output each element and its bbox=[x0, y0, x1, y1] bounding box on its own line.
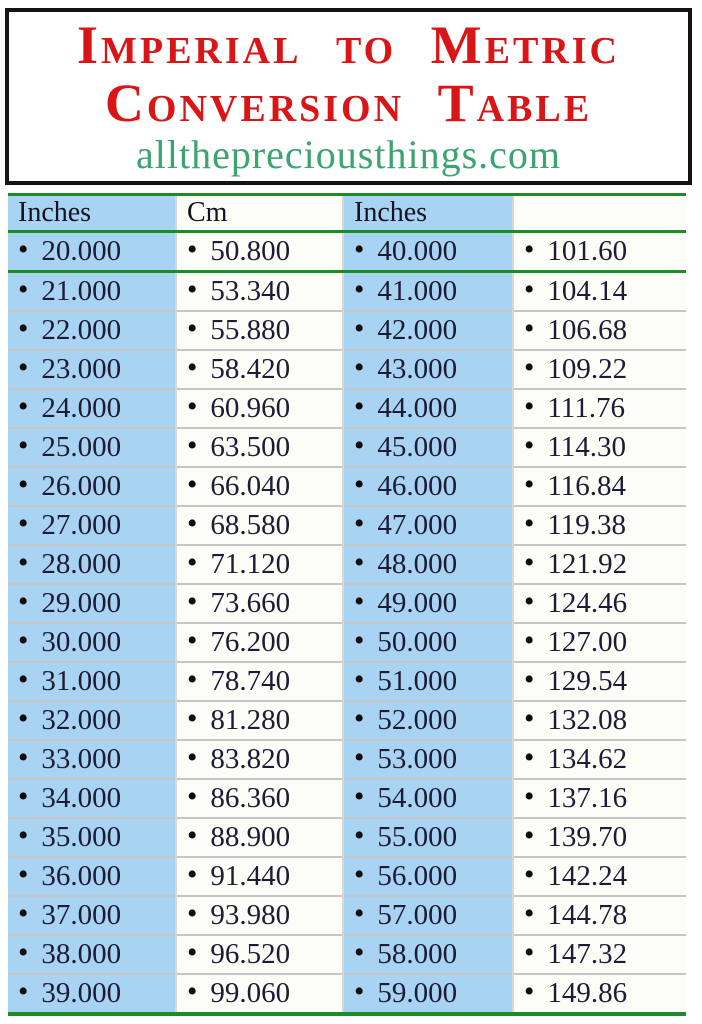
inches-right-cell bbox=[343, 662, 513, 701]
bullet-icon: • bbox=[354, 508, 365, 540]
cell-value: 30.000 bbox=[41, 626, 122, 658]
inches-left-cell bbox=[8, 896, 176, 935]
cell-value: 59.000 bbox=[377, 977, 458, 1009]
cell-value: 93.980 bbox=[210, 899, 291, 931]
cell-value: 28.000 bbox=[41, 548, 122, 580]
cm-left-cell bbox=[176, 350, 343, 389]
cm-right-cell bbox=[513, 740, 686, 779]
bullet-icon: • bbox=[187, 898, 198, 930]
cell-value: 58.420 bbox=[210, 353, 291, 385]
inches-right-cell bbox=[343, 818, 513, 857]
cell-value: 51.000 bbox=[377, 665, 458, 697]
inches-right-cell bbox=[343, 974, 513, 1014]
cell-value: 127.00 bbox=[547, 626, 628, 658]
bullet-icon: • bbox=[187, 430, 198, 462]
bullet-icon: • bbox=[187, 469, 198, 501]
bullet-icon: • bbox=[524, 234, 535, 266]
column-header-cm-right bbox=[513, 195, 686, 232]
column-header-inches-right: Inches bbox=[343, 195, 513, 232]
table-row bbox=[8, 818, 686, 857]
bullet-icon: • bbox=[18, 274, 29, 306]
table-row bbox=[8, 311, 686, 350]
cell-value: 68.580 bbox=[210, 509, 291, 541]
column-header-inches-left: Inches bbox=[8, 195, 176, 232]
cm-left-cell bbox=[176, 389, 343, 428]
inches-left-cell bbox=[8, 857, 176, 896]
bullet-icon: • bbox=[18, 859, 29, 891]
inches-right-cell bbox=[343, 350, 513, 389]
cm-right-cell bbox=[513, 857, 686, 896]
cell-value: 63.500 bbox=[210, 431, 291, 463]
cm-left-cell bbox=[176, 974, 343, 1014]
cell-value: 139.70 bbox=[547, 821, 628, 853]
table-row bbox=[8, 467, 686, 506]
bullet-icon: • bbox=[18, 352, 29, 384]
bullet-icon: • bbox=[524, 352, 535, 384]
table-row bbox=[8, 428, 686, 467]
bullet-icon: • bbox=[18, 391, 29, 423]
cm-left-cell bbox=[176, 232, 343, 272]
cm-left-cell bbox=[176, 311, 343, 350]
cell-value: 56.000 bbox=[377, 860, 458, 892]
cell-value: 147.32 bbox=[547, 938, 628, 970]
bullet-icon: • bbox=[18, 703, 29, 735]
cm-left-cell bbox=[176, 740, 343, 779]
cell-value: 34.000 bbox=[41, 782, 122, 814]
cm-right-cell bbox=[513, 311, 686, 350]
table-row bbox=[8, 662, 686, 701]
conversion-table bbox=[8, 193, 686, 1016]
bullet-icon: • bbox=[524, 976, 535, 1008]
cell-value: 132.08 bbox=[547, 704, 628, 736]
inches-left-cell bbox=[8, 584, 176, 623]
bullet-icon: • bbox=[524, 937, 535, 969]
cm-right-cell bbox=[513, 506, 686, 545]
cell-value: 35.000 bbox=[41, 821, 122, 853]
cell-value: 57.000 bbox=[377, 899, 458, 931]
cell-value: 26.000 bbox=[41, 470, 122, 502]
bullet-icon: • bbox=[187, 742, 198, 774]
table-row bbox=[8, 623, 686, 662]
bullet-icon: • bbox=[187, 547, 198, 579]
bullet-icon: • bbox=[187, 352, 198, 384]
table-row bbox=[8, 974, 686, 1014]
bullet-icon: • bbox=[187, 586, 198, 618]
inches-right-cell bbox=[343, 584, 513, 623]
page-title-line-1: Imperial to Metric bbox=[76, 14, 620, 75]
table-row bbox=[8, 584, 686, 623]
cell-value: 96.520 bbox=[210, 938, 291, 970]
bullet-icon: • bbox=[18, 469, 29, 501]
cm-right-cell bbox=[513, 818, 686, 857]
cm-left-cell bbox=[176, 506, 343, 545]
cell-value: 31.000 bbox=[41, 665, 122, 697]
inches-left-cell bbox=[8, 740, 176, 779]
bullet-icon: • bbox=[354, 234, 365, 266]
cm-right-cell bbox=[513, 350, 686, 389]
bullet-icon: • bbox=[18, 234, 29, 266]
cm-right-cell bbox=[513, 701, 686, 740]
table-row bbox=[8, 857, 686, 896]
cm-right-cell bbox=[513, 896, 686, 935]
bullet-icon: • bbox=[18, 898, 29, 930]
inches-left-cell bbox=[8, 350, 176, 389]
bullet-icon: • bbox=[524, 820, 535, 852]
inches-left-cell bbox=[8, 779, 176, 818]
cell-value: 78.740 bbox=[210, 665, 291, 697]
inches-left-cell bbox=[8, 701, 176, 740]
inches-left-cell bbox=[8, 506, 176, 545]
inches-right-cell bbox=[343, 935, 513, 974]
inches-right-cell bbox=[343, 701, 513, 740]
cell-value: 53.000 bbox=[377, 743, 458, 775]
cell-value: 58.000 bbox=[377, 938, 458, 970]
cell-value: 129.54 bbox=[547, 665, 628, 697]
bullet-icon: • bbox=[18, 937, 29, 969]
cell-value: 53.340 bbox=[210, 275, 291, 307]
bullet-icon: • bbox=[354, 625, 365, 657]
table-row bbox=[8, 272, 686, 312]
cell-value: 119.38 bbox=[547, 509, 627, 541]
cell-value: 137.16 bbox=[547, 782, 628, 814]
bullet-icon: • bbox=[354, 391, 365, 423]
cm-left-cell bbox=[176, 272, 343, 312]
bullet-icon: • bbox=[524, 313, 535, 345]
cell-value: 71.120 bbox=[210, 548, 291, 580]
bullet-icon: • bbox=[354, 898, 365, 930]
bullet-icon: • bbox=[187, 781, 198, 813]
cell-value: 86.360 bbox=[210, 782, 291, 814]
inches-left-cell bbox=[8, 389, 176, 428]
cell-value: 33.000 bbox=[41, 743, 122, 775]
bullet-icon: • bbox=[524, 469, 535, 501]
bullet-icon: • bbox=[524, 859, 535, 891]
cell-value: 44.000 bbox=[377, 392, 458, 424]
cm-left-cell bbox=[176, 545, 343, 584]
cell-value: 114.30 bbox=[547, 431, 627, 463]
inches-left-cell bbox=[8, 232, 176, 272]
cm-left-cell bbox=[176, 779, 343, 818]
cm-right-cell bbox=[513, 389, 686, 428]
bullet-icon: • bbox=[18, 742, 29, 774]
inches-left-cell bbox=[8, 428, 176, 467]
cm-right-cell bbox=[513, 662, 686, 701]
inches-right-cell bbox=[343, 545, 513, 584]
bullet-icon: • bbox=[354, 430, 365, 462]
cell-value: 21.000 bbox=[41, 275, 122, 307]
cell-value: 91.440 bbox=[210, 860, 291, 892]
cell-value: 149.86 bbox=[547, 977, 628, 1009]
cell-value: 60.960 bbox=[210, 392, 291, 424]
cell-value: 104.14 bbox=[547, 275, 628, 307]
table-row bbox=[8, 506, 686, 545]
inches-left-cell bbox=[8, 311, 176, 350]
bullet-icon: • bbox=[187, 937, 198, 969]
cm-right-cell bbox=[513, 935, 686, 974]
bullet-icon: • bbox=[18, 430, 29, 462]
inches-right-cell bbox=[343, 232, 513, 272]
bullet-icon: • bbox=[18, 625, 29, 657]
bullet-icon: • bbox=[354, 820, 365, 852]
inches-right-cell bbox=[343, 779, 513, 818]
cell-value: 73.660 bbox=[210, 587, 291, 619]
cell-value: 40.000 bbox=[377, 235, 458, 267]
page-title-line-2: Conversion Table bbox=[104, 72, 593, 133]
cell-value: 144.78 bbox=[547, 899, 628, 931]
cell-value: 47.000 bbox=[377, 509, 458, 541]
bullet-icon: • bbox=[354, 664, 365, 696]
inches-right-cell bbox=[343, 857, 513, 896]
inches-left-cell bbox=[8, 935, 176, 974]
bullet-icon: • bbox=[18, 508, 29, 540]
cm-left-cell bbox=[176, 896, 343, 935]
bullet-icon: • bbox=[524, 508, 535, 540]
bullet-icon: • bbox=[187, 976, 198, 1008]
cm-right-cell bbox=[513, 545, 686, 584]
cell-value: 52.000 bbox=[377, 704, 458, 736]
bullet-icon: • bbox=[524, 547, 535, 579]
bullet-icon: • bbox=[18, 976, 29, 1008]
table-row bbox=[8, 389, 686, 428]
bullet-icon: • bbox=[187, 703, 198, 735]
bullet-icon: • bbox=[18, 664, 29, 696]
cell-value: 50.800 bbox=[210, 235, 291, 267]
cm-right-cell bbox=[513, 428, 686, 467]
cell-value: 99.060 bbox=[210, 977, 291, 1009]
website-url: allthepreciousthings.com bbox=[135, 131, 561, 177]
inches-left-cell bbox=[8, 623, 176, 662]
bullet-icon: • bbox=[524, 781, 535, 813]
bullet-icon: • bbox=[524, 391, 535, 423]
cm-left-cell bbox=[176, 935, 343, 974]
cell-value: 111.76 bbox=[547, 392, 625, 424]
cell-value: 39.000 bbox=[41, 977, 122, 1009]
bullet-icon: • bbox=[524, 274, 535, 306]
inches-right-cell bbox=[343, 389, 513, 428]
inches-right-cell bbox=[343, 896, 513, 935]
bullet-icon: • bbox=[187, 313, 198, 345]
cm-right-cell bbox=[513, 623, 686, 662]
cell-value: 43.000 bbox=[377, 353, 458, 385]
column-header-cm-left: Cm bbox=[176, 195, 343, 232]
inches-right-cell bbox=[343, 311, 513, 350]
cell-value: 25.000 bbox=[41, 431, 122, 463]
bullet-icon: • bbox=[18, 313, 29, 345]
cm-left-cell bbox=[176, 623, 343, 662]
bullet-icon: • bbox=[354, 586, 365, 618]
cell-value: 36.000 bbox=[41, 860, 122, 892]
inches-right-cell bbox=[343, 740, 513, 779]
inches-left-cell bbox=[8, 467, 176, 506]
cm-left-cell bbox=[176, 857, 343, 896]
cm-right-cell bbox=[513, 467, 686, 506]
cell-value: 81.280 bbox=[210, 704, 291, 736]
bullet-icon: • bbox=[18, 820, 29, 852]
bullet-icon: • bbox=[524, 703, 535, 735]
bullet-icon: • bbox=[187, 391, 198, 423]
bullet-icon: • bbox=[18, 781, 29, 813]
bullet-icon: • bbox=[187, 625, 198, 657]
cell-value: 38.000 bbox=[41, 938, 122, 970]
bullet-icon: • bbox=[187, 508, 198, 540]
inches-left-cell bbox=[8, 974, 176, 1014]
cell-value: 20.000 bbox=[41, 235, 122, 267]
cell-value: 45.000 bbox=[377, 431, 458, 463]
inches-right-cell bbox=[343, 272, 513, 312]
cm-left-cell bbox=[176, 701, 343, 740]
inches-left-cell bbox=[8, 662, 176, 701]
cell-value: 66.040 bbox=[210, 470, 291, 502]
bullet-icon: • bbox=[524, 664, 535, 696]
cm-right-cell bbox=[513, 232, 686, 272]
table-row bbox=[8, 740, 686, 779]
cell-value: 83.820 bbox=[210, 743, 291, 775]
cell-value: 124.46 bbox=[547, 587, 628, 619]
inches-right-cell bbox=[343, 623, 513, 662]
bullet-icon: • bbox=[354, 781, 365, 813]
cell-value: 142.24 bbox=[547, 860, 628, 892]
cell-value: 55.880 bbox=[210, 314, 291, 346]
cell-value: 76.200 bbox=[210, 626, 291, 658]
table-row bbox=[8, 896, 686, 935]
cm-right-cell bbox=[513, 584, 686, 623]
cell-value: 50.000 bbox=[377, 626, 458, 658]
bullet-icon: • bbox=[18, 547, 29, 579]
cm-left-cell bbox=[176, 662, 343, 701]
cell-value: 42.000 bbox=[377, 314, 458, 346]
cell-value: 134.62 bbox=[547, 743, 628, 775]
bullet-icon: • bbox=[354, 976, 365, 1008]
cell-value: 24.000 bbox=[41, 392, 122, 424]
inches-right-cell bbox=[343, 506, 513, 545]
table-row bbox=[8, 545, 686, 584]
bullet-icon: • bbox=[354, 547, 365, 579]
table-row bbox=[8, 350, 686, 389]
cm-right-cell bbox=[513, 974, 686, 1014]
cell-value: 49.000 bbox=[377, 587, 458, 619]
cell-value: 41.000 bbox=[377, 275, 458, 307]
table-row bbox=[8, 935, 686, 974]
inches-left-cell bbox=[8, 272, 176, 312]
header-box bbox=[5, 8, 692, 185]
bullet-icon: • bbox=[354, 313, 365, 345]
cell-value: 109.22 bbox=[547, 353, 628, 385]
bullet-icon: • bbox=[354, 937, 365, 969]
bullet-icon: • bbox=[187, 820, 198, 852]
cell-value: 88.900 bbox=[210, 821, 291, 853]
cell-value: 106.68 bbox=[547, 314, 628, 346]
bullet-icon: • bbox=[354, 469, 365, 501]
bullet-icon: • bbox=[187, 859, 198, 891]
inches-right-cell bbox=[343, 428, 513, 467]
bullet-icon: • bbox=[187, 664, 198, 696]
cm-left-cell bbox=[176, 818, 343, 857]
cell-value: 37.000 bbox=[41, 899, 122, 931]
cell-value: 27.000 bbox=[41, 509, 122, 541]
bullet-icon: • bbox=[187, 274, 198, 306]
cell-value: 101.60 bbox=[547, 235, 628, 267]
table-row bbox=[8, 701, 686, 740]
cell-value: 23.000 bbox=[41, 353, 122, 385]
bullet-icon: • bbox=[524, 586, 535, 618]
cm-right-cell bbox=[513, 779, 686, 818]
cm-left-cell bbox=[176, 467, 343, 506]
table-header-row bbox=[8, 195, 686, 232]
bullet-icon: • bbox=[187, 234, 198, 266]
bullet-icon: • bbox=[354, 742, 365, 774]
bullet-icon: • bbox=[354, 859, 365, 891]
bullet-icon: • bbox=[524, 898, 535, 930]
inches-left-cell bbox=[8, 818, 176, 857]
bullet-icon: • bbox=[18, 586, 29, 618]
inches-right-cell bbox=[343, 467, 513, 506]
bullet-icon: • bbox=[524, 430, 535, 462]
cell-value: 22.000 bbox=[41, 314, 122, 346]
cell-value: 54.000 bbox=[377, 782, 458, 814]
bullet-icon: • bbox=[524, 625, 535, 657]
bullet-icon: • bbox=[354, 352, 365, 384]
cm-right-cell bbox=[513, 272, 686, 312]
cm-left-cell bbox=[176, 584, 343, 623]
cm-left-cell bbox=[176, 428, 343, 467]
bullet-icon: • bbox=[354, 703, 365, 735]
cell-value: 48.000 bbox=[377, 548, 458, 580]
inches-left-cell bbox=[8, 545, 176, 584]
bullet-icon: • bbox=[524, 742, 535, 774]
cell-value: 55.000 bbox=[377, 821, 458, 853]
cell-value: 46.000 bbox=[377, 470, 458, 502]
cell-value: 121.92 bbox=[547, 548, 628, 580]
bullet-icon: • bbox=[354, 274, 365, 306]
cell-value: 32.000 bbox=[41, 704, 122, 736]
cell-value: 29.000 bbox=[41, 587, 122, 619]
cell-value: 116.84 bbox=[547, 470, 627, 502]
table-row bbox=[8, 232, 686, 272]
table-row bbox=[8, 779, 686, 818]
